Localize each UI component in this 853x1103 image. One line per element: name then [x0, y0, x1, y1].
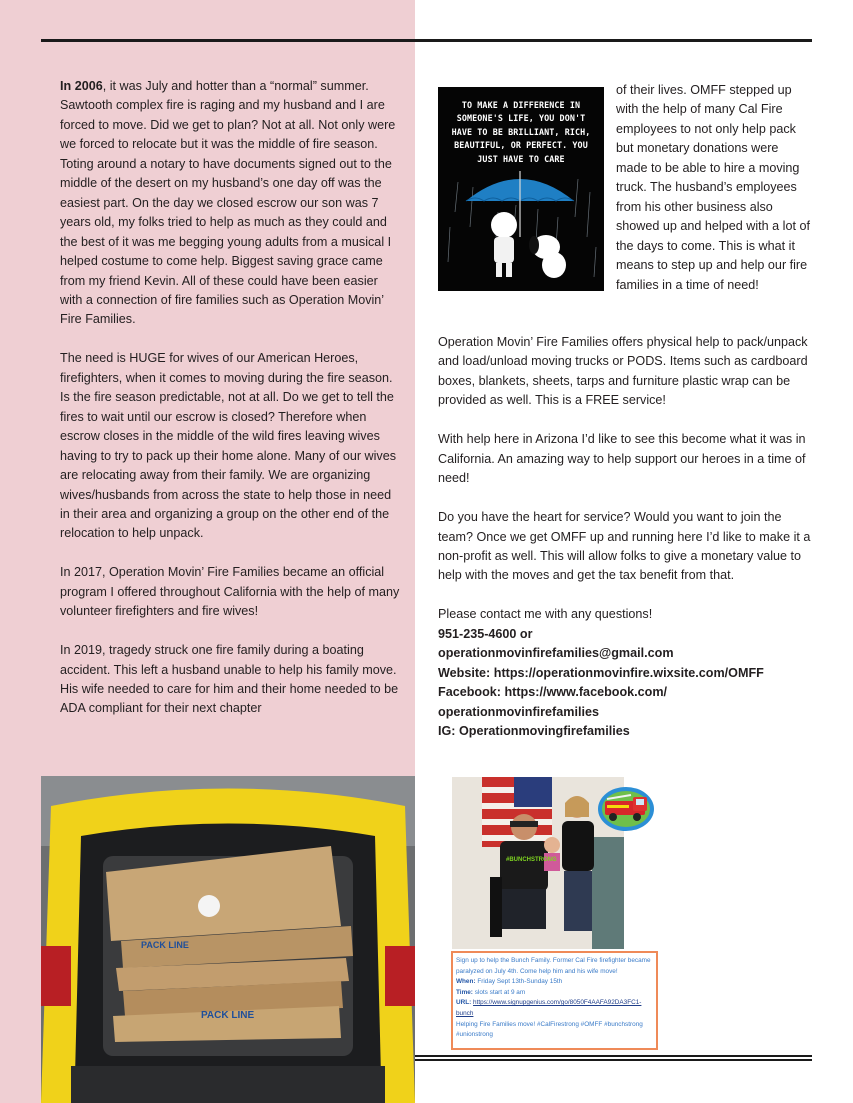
paragraph-2006-text: , it was July and hotter than a “normal” summer. Sawtooth complex fire is raging and my husband and I are forced to move. Did we get to plan? Not at all. Not only were we forced to relocate but it was the middle of fire season. Toting around a notary to have documents signed out to the middle of the desert on my husband’s one day off was the easiest part. On the day we closed escrow our son was 7 years old, my folks tried to help as much as they could and the best of it was me begging young adults from a musical I helped costume to come help. Biggest saving grace came from my friend Kevin. All of these could have been easier with a connection of fire families such as Operation Movin’ Fire Families.	[60, 79, 396, 327]
bottom-divider-1	[415, 1055, 812, 1057]
contact-email: operationmovinfirefamilies@gmail.com	[438, 646, 674, 661]
time-label: Time:	[456, 988, 473, 996]
signup-url-link[interactable]: https://www.signupgenius.com/go/8050F4AAFA92DA3FC1-bunch	[456, 999, 642, 1017]
left-article-column	[60, 77, 402, 738]
contact-website: Website: https://operationmovinfire.wixsite.com/OMFF	[438, 665, 764, 680]
paragraph-2019: In 2019, tragedy struck one fire family during a boating accident. This left a husband unable to help his family move. His wife needed to care for him and their home needed to be ADA compliant for their next chapter	[60, 643, 399, 716]
contact-facebook: Facebook: https://www.facebook.com/	[438, 685, 668, 700]
signup-hashtags: Helping Fire Families move! #CalFirestrong #OMFF #bunchstrong #unionstrong	[456, 1020, 643, 1039]
signup-time	[456, 988, 653, 999]
firetruck-icon	[597, 785, 655, 833]
car-trunk-boxes-photo	[41, 776, 415, 1103]
contact-block	[438, 605, 814, 741]
signup-when	[456, 977, 653, 988]
contact-instagram: IG: Operationmovingfirefamilies	[438, 724, 630, 739]
when-value: Friday Sept 13th-Sunday 15th	[477, 978, 563, 986]
when-label: When:	[456, 978, 476, 986]
contact-intro: Please contact me with any questions!	[438, 607, 653, 622]
shirt-text: #BUNCHSTRONG	[506, 857, 557, 863]
snoopy-quote-image	[438, 87, 604, 291]
paragraph-need: The need is HUGE for wives of our American Heroes, firefighters, when it comes to moving during the fire season. Is the fire season predictable, not at all. Do we get to tell the fires to wait until our escrow is closed? Therefore when escrow closes in the middle of the wild fires leaving wives having to try to pack up their home alone. Many of our wives are relocating away from their family. We are organizing wives/husbands from across the state to help those in need in their area and organizing a group on the other end of the relocation to help unpack.	[60, 351, 397, 541]
paragraph-2017: In 2017, Operation Movin’ Fire Families became an official program I offered throughout California with the help of many volunteer firefighters and fire wives!	[60, 565, 400, 619]
paragraph-services: Operation Movin’ Fire Families offers physical help to pack/unpack and load/unload moving trucks or PODS. Items such as cardboard boxes, blankets, sheets, tarps and furniture plastic wrap can be provided as well. This is a FREE service!	[438, 335, 808, 408]
car-trunk-illustration	[41, 776, 415, 1103]
paragraph-arizona: With help here in Arizona I’d like to see this become what it was in California. An amazing way to help support our heroes in a time of need!	[438, 432, 806, 486]
paragraph-join: Do you have the heart for service? Would you want to join the team? Once we get OMFF up and running here I’d like to make it a non-profit as well. This will allow folks to give a monetary value to help with the moves and get the tax benefit from that.	[438, 510, 811, 583]
right-wrap-paragraph: of their lives. OMFF stepped up with the help of many Cal Fire employees to not only help pack but monetary donations were made to be able to hire a moving truck. The husband’s employees from his other business also showed up and helped with a lot of the days to come. This is what it means to step up and help our fire families in a time of need!	[616, 83, 810, 292]
signup-url	[456, 998, 653, 1019]
contact-facebook-handle: operationmovinfirefamilies	[438, 704, 599, 719]
signup-flyer-card	[451, 951, 658, 1050]
firetruck-badge-logo	[597, 785, 655, 833]
paragraph-2006	[60, 77, 402, 330]
right-article-column	[438, 333, 814, 741]
quote-text: TO MAKE A DIFFERENCE IN SOMEONE'S LIFE, YOU DON'T HAVE TO BE BRILLIANT, RICH, BEAUTIFUL, OR PERFECT. YOU JUST HAVE TO CARE	[451, 100, 591, 164]
top-divider	[41, 39, 812, 42]
box-label-1: PACK LINE	[201, 1010, 255, 1021]
box-label-2: PACK LINE	[141, 940, 189, 950]
lead-year: In 2006	[60, 79, 103, 93]
signup-intro: Sign up to help the Bunch Family. Former Cal Fire firefighter became paralyzed on July 4th. Come help him and his wife move!	[456, 957, 651, 975]
url-label: URL:	[456, 999, 472, 1007]
contact-phone: 951-235-4600 or	[438, 626, 533, 641]
bottom-divider-2	[415, 1059, 812, 1061]
time-value: slots start at 9 am	[474, 988, 526, 996]
